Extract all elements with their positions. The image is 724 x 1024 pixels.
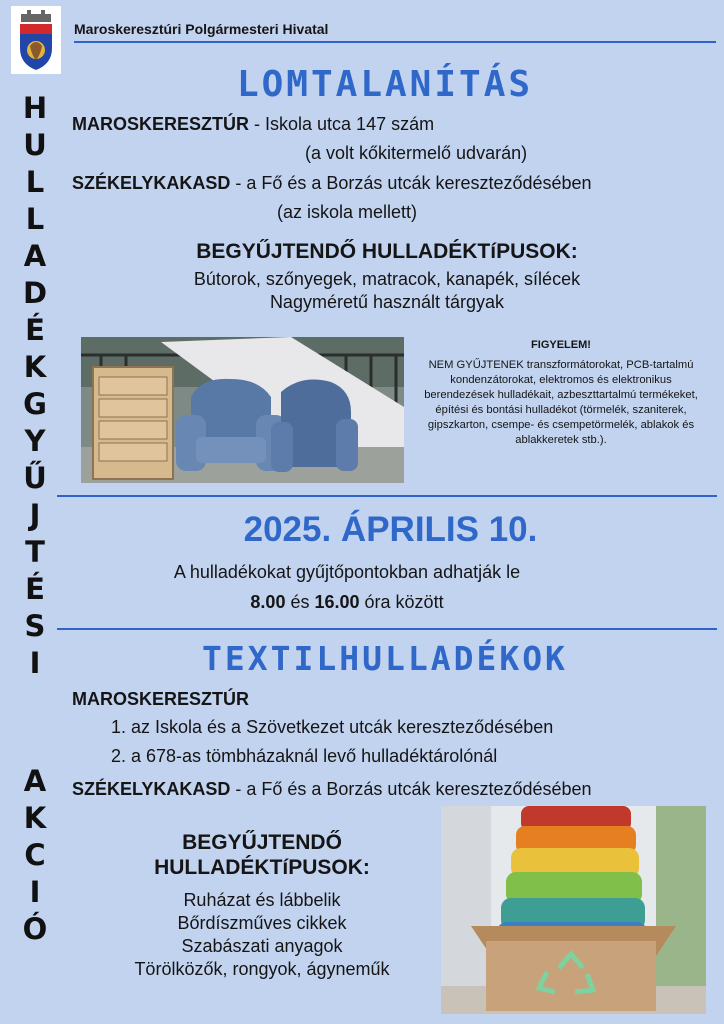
vertical-letter: A: [23, 239, 47, 273]
location-name: MAROSKERESZTÚR: [72, 114, 250, 134]
section-title-bulky: LOMTALANÍTÁS: [236, 64, 534, 105]
vertical-title: [14, 90, 56, 1015]
time-and: és: [285, 592, 315, 612]
vertical-letter: T: [25, 535, 45, 569]
textile-location-item: 1. az Iskola és a Szövetkezet utcák kereszteződésében: [111, 717, 554, 737]
vertical-letter: I: [29, 646, 41, 680]
bulky-types-line: Bútorok, szőnyegek, matracok, kanapék, sílécek: [193, 269, 581, 289]
location-address: - Iskola utca 147 szám: [249, 114, 435, 134]
header-rule: [74, 41, 716, 43]
location-address: - a Fő és a Borzás utcák kereszteződésében: [230, 779, 592, 799]
time-from: 8.00: [250, 592, 286, 612]
vertical-letter: S: [24, 609, 46, 643]
vertical-letter: C: [24, 838, 46, 872]
vertical-letter: Y: [24, 424, 46, 458]
section-title-textile: TEXTILHULLADÉKOK: [202, 639, 568, 678]
textile-location-2: [72, 779, 592, 800]
bulky-location-2: [72, 173, 592, 194]
vertical-letter: A: [23, 764, 47, 798]
office-name: Maroskeresztúri Polgármesteri Hivatal: [74, 21, 329, 37]
textile-location-item: 2. a 678-as tömbházaknál levő hulladéktárolónál: [111, 746, 498, 766]
vertical-letter: L: [25, 165, 45, 199]
event-date: 2025. ÁPRILIS 10.: [243, 510, 538, 549]
warning-text: NEM GYŰJTENEK transzformátorokat, PCB-tartalmú kondenzátorokat, elektromos és elektronikus berendezések hulladékait, azbeszttartalmú termékeket, építési és bontási hulladékot (törmelék, szaniterek, gipszkarton, csempe- és csempetörmelék, ablakok és ablakkeretek stb.).: [424, 359, 698, 446]
textile-type-item: Szabászati anyagok: [181, 936, 343, 956]
vertical-letter: G: [23, 387, 47, 421]
section-divider: [57, 495, 717, 497]
bulky-types-line: Nagyméretű használt tárgyak: [269, 292, 505, 312]
vertical-letter: K: [23, 350, 47, 384]
vertical-letter: Ű: [23, 461, 47, 495]
textile-type-item: Törölközők, rongyok, ágyneműk: [134, 959, 390, 979]
vertical-letter: H: [22, 91, 48, 125]
vertical-letter: É: [25, 572, 45, 606]
textile-types-title-line: BEGYŰJTENDŐ: [182, 831, 342, 854]
furniture-photo: [81, 337, 404, 483]
location-address: - a Fő és a Borzás utcák kereszteződésében: [230, 173, 592, 193]
vertical-letter: I: [29, 875, 41, 909]
vertical-letter: U: [23, 128, 47, 162]
bulky-types-title: BEGYŰJTENDŐ HULLADÉKTíPUSOK:: [196, 240, 578, 263]
vertical-letter: É: [25, 313, 45, 347]
bulky-location-1-note: (a volt kőkitermelő udvarán): [305, 143, 528, 163]
textile-types-title: [72, 830, 452, 880]
vertical-letter: L: [25, 202, 45, 236]
time-line: [57, 592, 637, 613]
location-name: SZÉKELYKAKASD: [72, 779, 231, 799]
location-name: SZÉKELYKAKASD: [72, 173, 231, 193]
clothes-box-photo: [441, 806, 706, 1014]
date-line: A hulladékokat gyűjtőpontokban adhatják le: [173, 562, 521, 582]
vertical-letter: K: [23, 801, 47, 835]
textile-type-item: Bőrdíszműves cikkek: [177, 913, 347, 933]
vertical-letter: J: [29, 498, 41, 532]
vertical-letter: Ó: [22, 912, 48, 946]
textile-location-1: MAROSKERESZTÚR: [72, 689, 250, 709]
bulky-location-2-note: (az iskola mellett): [277, 202, 418, 222]
textile-types-title-line: HULLADÉKTíPUSOK:: [154, 856, 370, 879]
textile-types-list: [72, 889, 452, 981]
section-divider: [57, 628, 717, 630]
warning-title: FIGYELEM!: [531, 339, 591, 351]
time-suffix: óra között: [359, 592, 444, 612]
warning-box: [415, 339, 707, 448]
vertical-letter: D: [22, 276, 48, 310]
bulky-location-1: [72, 114, 434, 135]
textile-type-item: Ruházat és lábbelik: [183, 890, 341, 910]
time-to: 16.00: [314, 592, 360, 612]
